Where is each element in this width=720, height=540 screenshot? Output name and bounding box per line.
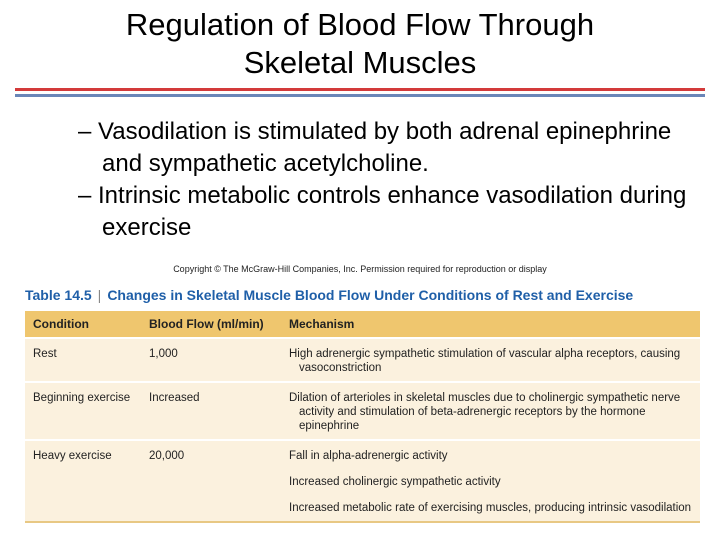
title-divider-blue (15, 94, 705, 97)
cell-condition: Rest (25, 338, 141, 382)
cell-mechanism (281, 440, 700, 522)
bullet-item: – Intrinsic metabolic controls enhance vasodilation during exercise (78, 182, 687, 241)
copyright-notice: Copyright © The McGraw-Hill Companies, Inc. Permission required for reproduction or display (173, 264, 547, 274)
cell-condition: Beginning exercise (25, 382, 141, 440)
table-row (25, 382, 700, 440)
title-divider-red (15, 88, 705, 91)
cell-blood-flow: 20,000 (141, 440, 281, 522)
slide-title (0, 6, 720, 82)
header-blood-flow: Blood Flow (ml/min) (141, 311, 281, 338)
table-row (25, 338, 700, 382)
bullet-item: – Vasodilation is stimulated by both adrenal epinephrine and sympathetic acetylcholine. (78, 118, 672, 177)
table-header-row (25, 311, 700, 338)
mechanism-text: Increased metabolic rate of exercising muscles, producing intrinsic vasodilation (289, 502, 692, 514)
cell-condition: Heavy exercise (25, 440, 141, 522)
cell-blood-flow: 1,000 (141, 338, 281, 382)
mechanism-text: Increased cholinergic sympathetic activity (289, 476, 501, 488)
blood-flow-table (25, 311, 700, 523)
bullet-list (78, 116, 698, 244)
cell-blood-flow: Increased (141, 382, 281, 440)
table-row (25, 440, 700, 522)
table-title: Changes in Skeletal Muscle Blood Flow Under Conditions of Rest and Exercise (107, 287, 634, 303)
table-caption (25, 287, 700, 303)
cell-mechanism (281, 382, 700, 440)
mechanism-text: Fall in alpha-adrenergic activity (289, 450, 448, 462)
mechanism-text: High adrenergic sympathetic stimulation of vascular alpha receptors, causing vasoconstriction (289, 348, 681, 374)
header-condition: Condition (25, 311, 141, 338)
slide-title-line-1: Regulation of Blood Flow Through (125, 7, 595, 42)
slide-title-line-2: Skeletal Muscles (243, 45, 477, 80)
caption-separator: | (97, 287, 102, 303)
table-number: Table 14.5 (25, 287, 92, 303)
header-mechanism: Mechanism (281, 311, 700, 338)
cell-mechanism (281, 338, 700, 382)
mechanism-text: Dilation of arterioles in skeletal muscles due to cholinergic sympathetic nerve activity and stimulation of beta-adrenergic receptors by the hormone epinephrine (289, 392, 681, 432)
